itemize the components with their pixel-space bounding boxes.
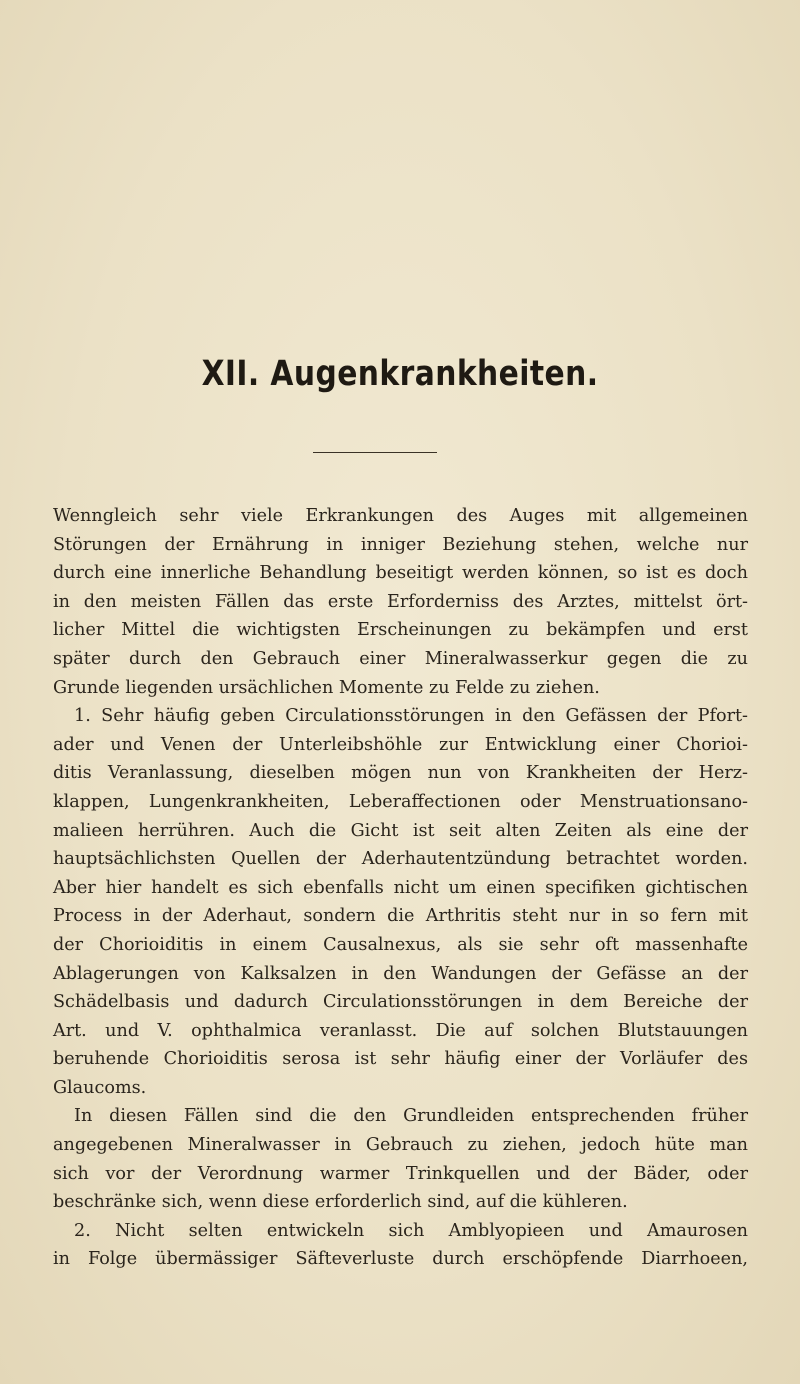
text-line: beschränke sich, wenn diese erforderlich sind, auf die kühleren. [53, 1192, 628, 1213]
body-text [53, 502, 748, 1274]
text-line: Process in der Aderhaut, sondern die Arthritis steht nur in so fern mit [53, 906, 748, 927]
text-line: Glaucoms. [53, 1077, 147, 1098]
text-line: Schädelbasis und dadurch Circulationsstörungen in dem Bereiche der [53, 992, 748, 1013]
text-line: In diesen Fällen sind die den Grundleiden entsprechenden früher [74, 1106, 748, 1127]
text-line: der Chorioiditis in einem Causalnexus, als sie sehr oft massenhafte [53, 934, 748, 955]
text-line: Ablagerungen von Kalksalzen in den Wandungen der Gefässe an der [53, 963, 748, 984]
chapter-heading: XII. Augenkrankheiten. [201, 354, 599, 394]
text-line: in Folge übermässiger Säfteverluste durch erschöpfende Diarrhoeen, [53, 1249, 748, 1270]
heading-rule [313, 452, 437, 453]
text-line: malieen herrühren. Auch die Gicht ist seit alten Zeiten als eine der [53, 820, 748, 841]
text-line: licher Mittel die wichtigsten Erscheinungen zu bekämpfen und erst [53, 620, 748, 641]
text-line: 1. Sehr häufig geben Circulationsstörungen in den Gefässen der Pfort- [74, 706, 748, 727]
text-line: Aber hier handelt es sich ebenfalls nicht um einen specifiken gichtischen [53, 877, 748, 898]
text-line: Wenngleich sehr viele Erkrankungen des Auges mit allgemeinen [53, 506, 748, 526]
text-line: später durch den Gebrauch einer Mineralwasserkur gegen die zu [53, 648, 748, 669]
text-line: durch eine innerliche Behandlung beseitigt werden können, so ist es doch [53, 563, 748, 584]
text-line: ditis Veranlassung, dieselben mögen nun von Krankheiten der Herz- [53, 763, 748, 784]
text-line: Grunde liegenden ursächlichen Momente zu Felde zu ziehen. [53, 677, 600, 698]
text-line: sich vor der Verordnung warmer Trinkquellen und der Bäder, oder [53, 1163, 748, 1184]
text-line: Art. und V. ophthalmica veranlasst. Die auf solchen Blutstauungen [53, 1020, 748, 1041]
text-line: angegebenen Mineralwasser in Gebrauch zu ziehen, jedoch hüte man [53, 1135, 748, 1156]
text-line: klappen, Lungenkrankheiten, Leberaffectionen oder Menstruationsano- [53, 791, 748, 812]
text-line: ader und Venen der Unterleibshöhle zur Entwicklung einer Chorioi- [53, 734, 748, 755]
text-line: 2. Nicht selten entwickeln sich Amblyopieen und Amaurosen [74, 1220, 748, 1241]
text-line: beruhende Chorioiditis serosa ist sehr häufig einer der Vorläufer des [53, 1049, 748, 1070]
text-line: in den meisten Fällen das erste Erforderniss des Arztes, mittelst ört- [53, 591, 748, 612]
text-line: Störungen der Ernährung in inniger Beziehung stehen, welche nur [53, 534, 748, 555]
text-line: hauptsächlichsten Quellen der Aderhautentzündung betrachtet worden. [53, 849, 748, 870]
